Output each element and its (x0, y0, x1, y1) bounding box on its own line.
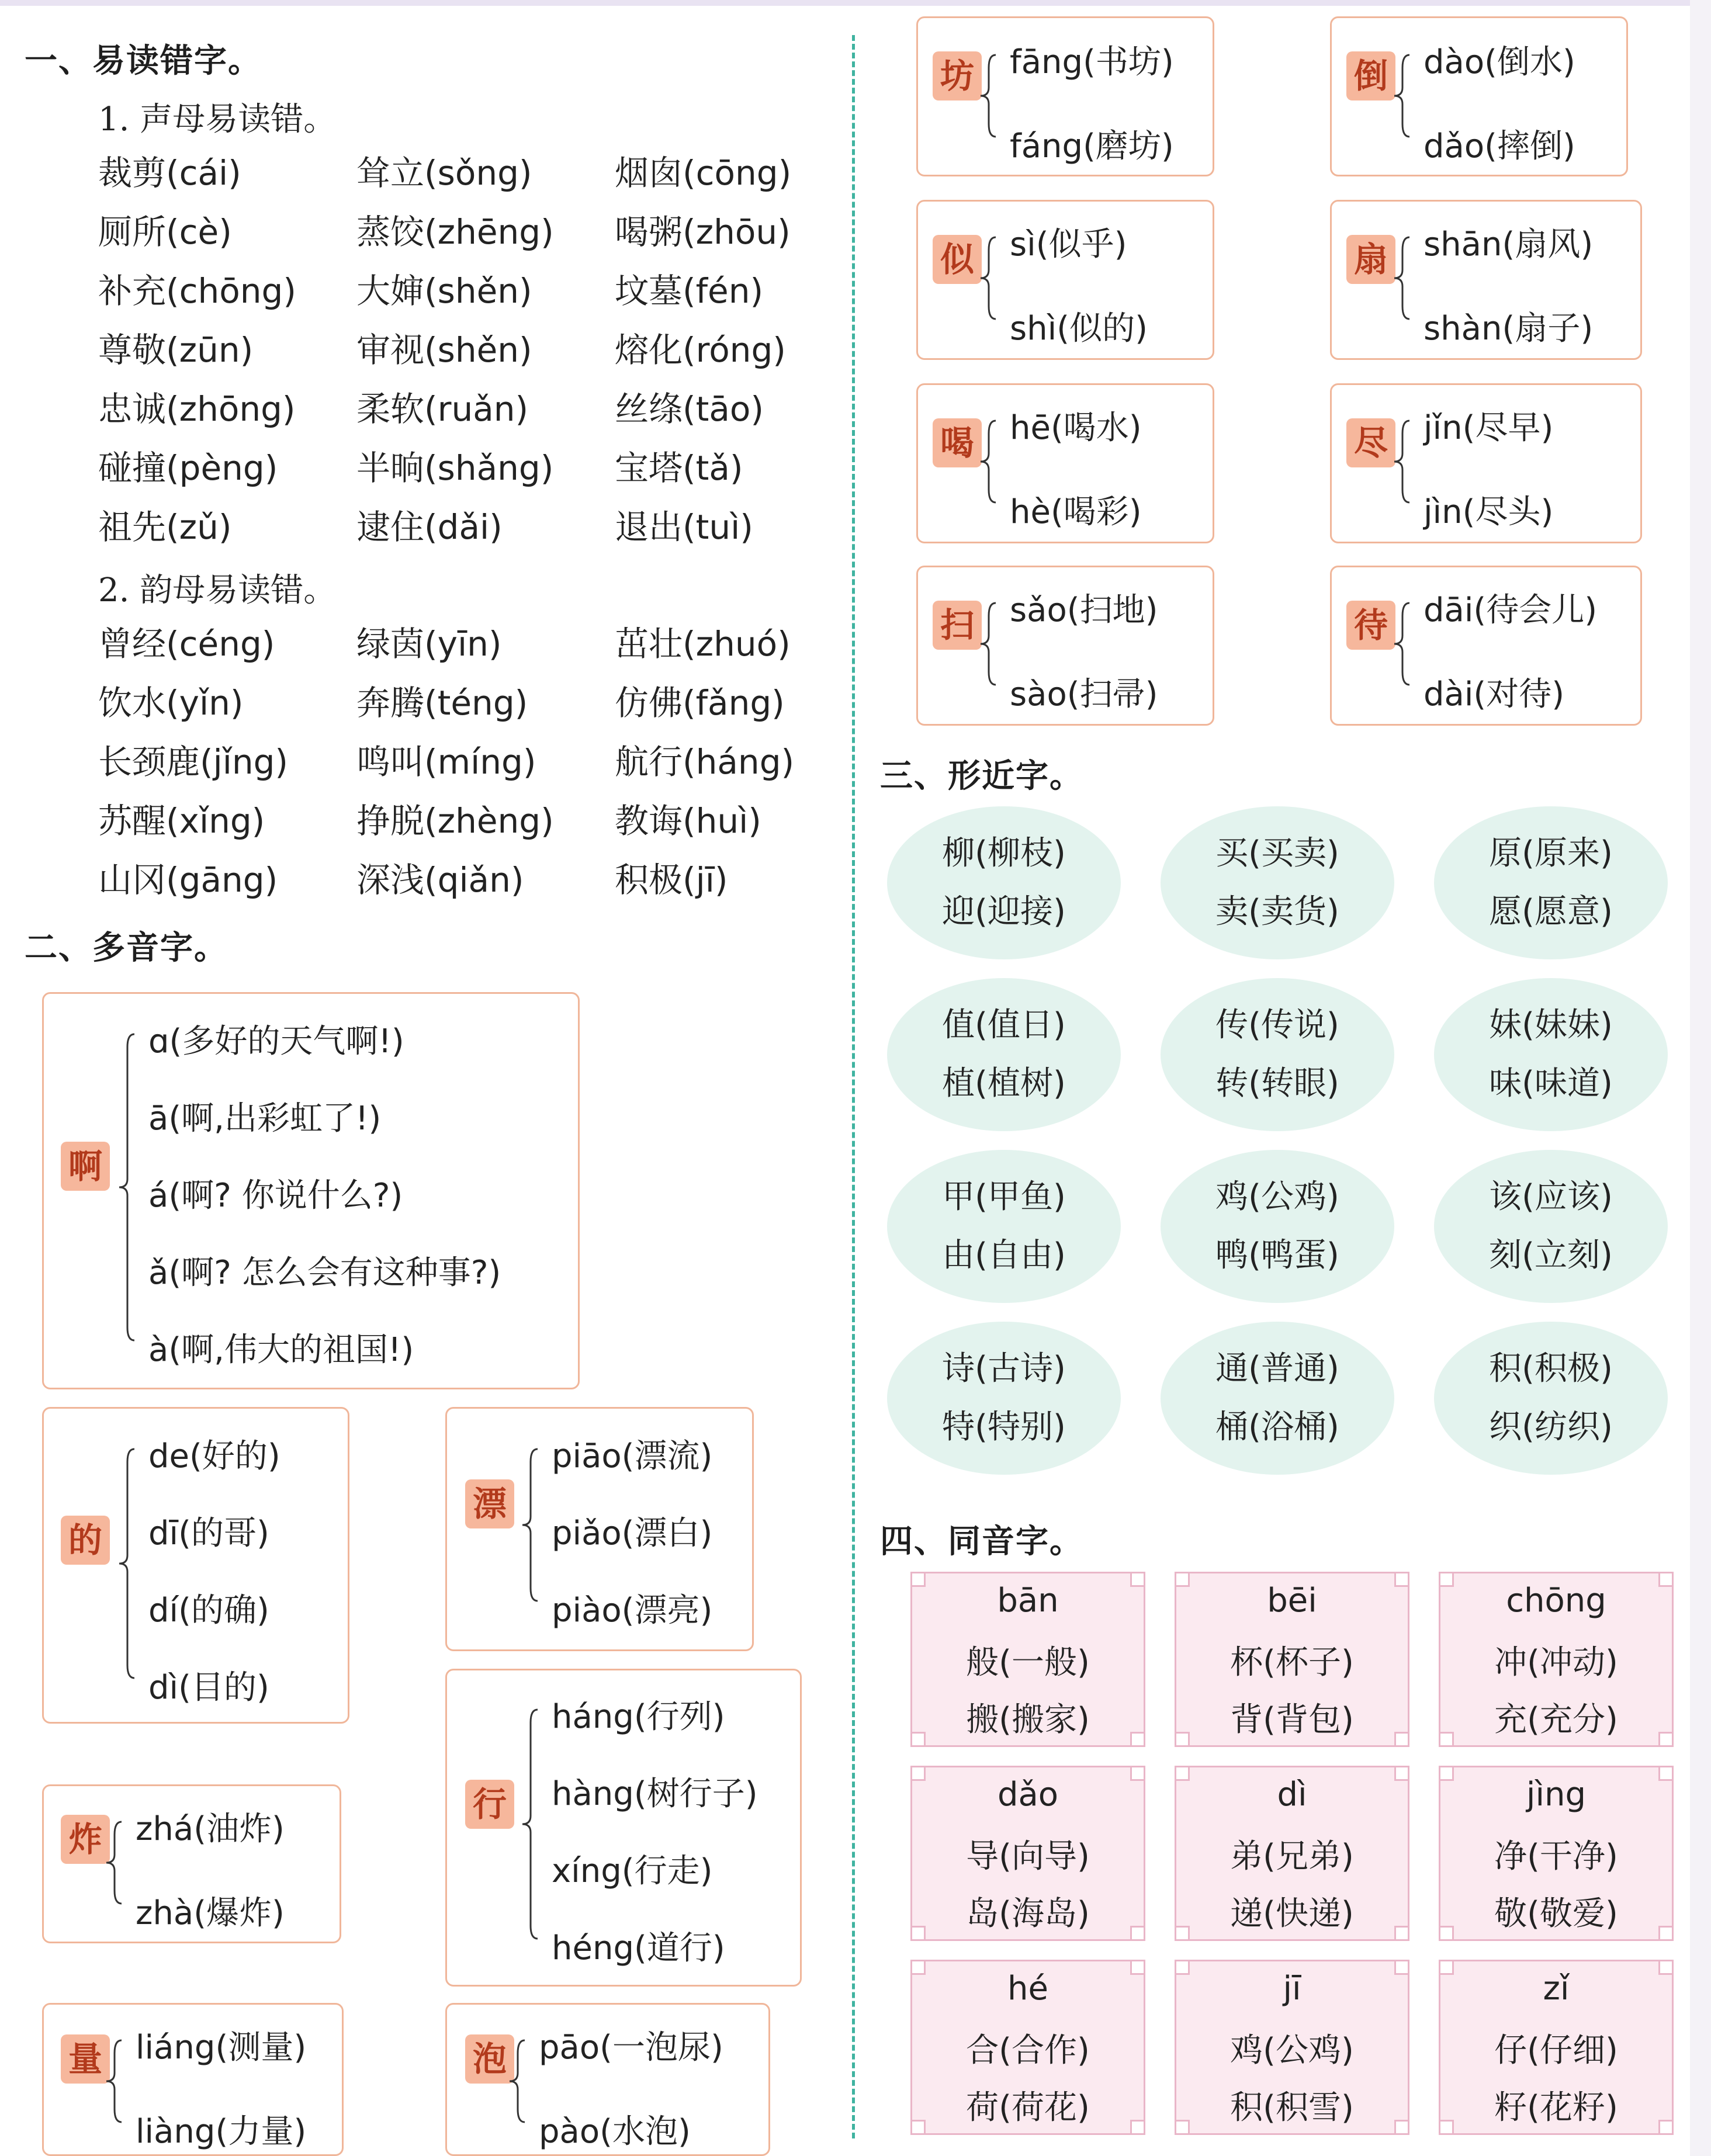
brace-icon (104, 1821, 127, 1905)
homophone-word: 充(充分) (1494, 1701, 1618, 1739)
polyphone-reading: piǎo(漂白) (552, 1514, 713, 1552)
similar-char-pair (1434, 978, 1668, 1131)
finals-grid (98, 615, 848, 910)
homophone-pinyin: zǐ (1543, 1970, 1570, 2008)
homophone-word: 背(背包) (1230, 1701, 1354, 1739)
section-heading-2: 二、多音字。 (25, 929, 228, 967)
initials-word: 坟墓(fén) (615, 271, 764, 311)
polyphone-reading: dǎo(摔倒) (1423, 127, 1575, 165)
initials-word: 裁剪(cái) (98, 153, 241, 193)
finals-word: 积极(jī) (615, 860, 728, 900)
polyphone-reading: sì(似乎) (1010, 226, 1127, 264)
initials-word: 半晌(shǎng) (356, 448, 554, 488)
similar-word: 买(买卖) (1215, 834, 1339, 872)
homophone-word: 递(快递) (1230, 1895, 1354, 1933)
initials-word: 碰撞(pèng) (98, 448, 278, 488)
similar-word: 味(味道) (1489, 1065, 1613, 1103)
similar-char-pair (887, 978, 1121, 1131)
initials-word: 喝粥(zhōu) (615, 212, 791, 252)
similar-word: 该(应该) (1489, 1178, 1613, 1216)
homophone-word: 导(向导) (966, 1838, 1090, 1876)
finals-word: 饮水(yǐn) (98, 683, 244, 723)
similar-word: 桶(浴桶) (1215, 1408, 1339, 1446)
similar-word: 转(转眼) (1215, 1065, 1339, 1103)
initials-word: 退出(tuì) (615, 507, 753, 547)
polyphone-reading: hè(喝彩) (1010, 493, 1142, 531)
initials-word: 补充(chōng) (98, 271, 296, 311)
initials-word: 柔软(ruǎn) (356, 389, 529, 429)
polyphone-char: 泡 (465, 2034, 514, 2084)
polyphone-reading: liàng(力量) (136, 2113, 307, 2151)
subheading-initials: 1. 声母易读错。 (98, 100, 337, 138)
homophone-word: 冲(冲动) (1494, 1644, 1618, 1682)
polyphone-char: 量 (61, 2034, 110, 2084)
homophone-word: 般(一般) (966, 1644, 1090, 1682)
similar-word: 鸭(鸭蛋) (1215, 1236, 1339, 1274)
similar-word: 积(积极) (1489, 1350, 1613, 1388)
homophone-word: 积(积雪) (1230, 2089, 1354, 2127)
polyphone-reading: de(好的) (148, 1437, 280, 1475)
similar-char-pair (1161, 806, 1394, 959)
polyphone-reading: ā(啊,出彩虹了!) (148, 1100, 382, 1138)
polyphone-reading: shān(扇风) (1423, 226, 1594, 264)
homophone-word: 弟(兄弟) (1230, 1838, 1354, 1876)
polyphone-reading: sào(扫帚) (1010, 675, 1158, 713)
polyphone-reading: ɑ(多好的天气啊!) (148, 1022, 404, 1060)
homophone-word: 杯(杯子) (1230, 1644, 1354, 1682)
finals-word: 山冈(gāng) (98, 860, 278, 900)
homophone-card (910, 1572, 1145, 1747)
polyphone-reading: zhá(油炸) (136, 1810, 285, 1848)
polyphone-char: 扇 (1346, 235, 1395, 284)
brace-icon (117, 1448, 140, 1679)
similar-word: 值(值日) (942, 1006, 1066, 1044)
polyphone-char: 坊 (933, 51, 982, 100)
homophone-pinyin: hé (1007, 1970, 1048, 2008)
initials-word: 烟囱(cōng) (615, 153, 792, 193)
polyphone-reading: fāng(书坊) (1010, 43, 1174, 81)
similar-word: 鸡(公鸡) (1215, 1178, 1339, 1216)
column-divider (852, 35, 855, 2138)
brace-icon (104, 2039, 127, 2123)
homophone-word: 净(干净) (1494, 1838, 1618, 1876)
polyphone-reading: piào(漂亮) (552, 1592, 713, 1630)
brace-icon (507, 2039, 531, 2123)
homophone-word: 仔(仔细) (1494, 2032, 1618, 2070)
polyphone-reading: liáng(测量) (136, 2029, 307, 2067)
subheading-finals: 2. 韵母易读错。 (98, 571, 337, 609)
homophone-card (1439, 1766, 1674, 1941)
homophone-pinyin: jī (1283, 1970, 1301, 2008)
polyphone-reading: hàng(树行子) (552, 1775, 758, 1813)
initials-word: 厕所(cè) (98, 212, 232, 252)
finals-word: 仿佛(fǎng) (615, 683, 785, 723)
similar-char-pair (887, 1150, 1121, 1303)
homophone-word: 搬(搬家) (966, 1701, 1090, 1739)
similar-word: 诗(古诗) (942, 1350, 1066, 1388)
section-heading-1: 一、易读错字。 (25, 42, 262, 80)
polyphone-reading: sǎo(扫地) (1010, 591, 1158, 629)
brace-icon (520, 1708, 543, 1940)
polyphone-reading: dāi(待会儿) (1423, 591, 1598, 629)
polyphone-char: 尽 (1346, 418, 1395, 467)
brace-icon (520, 1448, 543, 1602)
similar-word: 传(传说) (1215, 1006, 1339, 1044)
brace-icon (978, 420, 1002, 504)
polyphone-reading: á(啊? 你说什么?) (148, 1177, 403, 1215)
polyphone-char: 倒 (1346, 51, 1395, 100)
brace-icon (1392, 236, 1415, 320)
initials-word: 宝塔(tǎ) (615, 448, 743, 488)
similar-word: 卖(卖货) (1215, 893, 1339, 931)
homophone-word: 合(合作) (966, 2032, 1090, 2070)
polyphone-reading: xíng(行走) (552, 1852, 713, 1890)
similar-word: 通(普通) (1215, 1350, 1339, 1388)
polyphone-reading: hē(喝水) (1010, 409, 1142, 447)
similar-word: 原(原来) (1489, 834, 1613, 872)
polyphone-reading: piāo(漂流) (552, 1437, 713, 1475)
polyphone-reading: shì(似的) (1010, 310, 1148, 348)
initials-word: 祖先(zǔ) (98, 507, 232, 547)
initials-word: 耸立(sǒng) (356, 153, 532, 193)
finals-word: 航行(háng) (615, 742, 795, 782)
polyphone-char: 待 (1346, 601, 1395, 650)
similar-word: 愿(愿意) (1489, 893, 1613, 931)
similar-word: 妹(妹妹) (1489, 1006, 1613, 1044)
similar-word: 植(植树) (942, 1065, 1066, 1103)
similar-word: 柳(柳枝) (942, 834, 1066, 872)
polyphone-reading: zhà(爆炸) (136, 1894, 285, 1932)
similar-word: 特(特别) (942, 1408, 1066, 1446)
polyphone-reading: háng(行列) (552, 1698, 725, 1736)
homophone-card (1175, 1766, 1409, 1941)
homophone-card (1175, 1960, 1409, 2135)
similar-char-pair (1434, 1322, 1668, 1475)
similar-char-pair (1161, 1322, 1394, 1475)
polyphone-reading: pào(水泡) (539, 2113, 691, 2151)
finals-word: 奔腾(téng) (356, 683, 528, 723)
polyphone-char: 啊 (61, 1142, 110, 1191)
polyphone-reading: dài(对待) (1423, 675, 1565, 713)
page-edge (1690, 0, 1711, 2156)
homophone-card (910, 1766, 1145, 1941)
polyphone-char: 喝 (933, 418, 982, 467)
polyphone-reading: héng(道行) (552, 1929, 725, 1967)
initials-word: 忠诚(zhōng) (98, 389, 296, 429)
initials-word: 大婶(shěn) (356, 271, 532, 311)
finals-word: 苏醒(xǐng) (98, 801, 265, 841)
section-heading-3: 三、形近字。 (880, 757, 1083, 795)
polyphone-reading: shàn(扇子) (1423, 310, 1594, 348)
homophone-card (1439, 1960, 1674, 2135)
finals-word: 鸣叫(míng) (356, 742, 536, 782)
finals-word: 曾经(céng) (98, 624, 275, 664)
polyphone-char: 似 (933, 235, 982, 284)
homophone-pinyin: bēi (1267, 1582, 1317, 1620)
brace-icon (978, 236, 1002, 320)
initials-word: 审视(shěn) (356, 330, 532, 370)
polyphone-char: 炸 (61, 1815, 110, 1864)
finals-word: 深浅(qiǎn) (356, 860, 524, 900)
initials-word: 蒸饺(zhēng) (356, 212, 554, 252)
brace-icon (978, 54, 1002, 138)
similar-char-pair (1161, 978, 1394, 1131)
polyphone-reading: dī(的哥) (148, 1514, 269, 1552)
polyphone-reading: ǎ(啊? 怎么会有这种事?) (148, 1254, 501, 1292)
homophone-word: 籽(花籽) (1494, 2089, 1618, 2127)
similar-word: 甲(甲鱼) (942, 1178, 1066, 1216)
homophone-word: 岛(海岛) (966, 1895, 1090, 1933)
polyphone-reading: dào(倒水) (1423, 43, 1575, 81)
initials-word: 丝绦(tāo) (615, 389, 764, 429)
homophone-card (1439, 1572, 1674, 1747)
finals-word: 教诲(huì) (615, 801, 761, 841)
polyphone-reading: pāo(一泡尿) (539, 2029, 723, 2067)
similar-word: 由(自由) (942, 1236, 1066, 1274)
initials-word: 熔化(róng) (615, 330, 786, 370)
similar-word: 迎(迎接) (942, 893, 1066, 931)
brace-icon (117, 1033, 140, 1342)
homophone-pinyin: jìng (1526, 1776, 1587, 1814)
homophone-card (910, 1960, 1145, 2135)
homophone-pinyin: chōng (1506, 1582, 1606, 1620)
initials-word: 尊敬(zūn) (98, 330, 254, 370)
similar-char-pair (1434, 1150, 1668, 1303)
finals-word: 挣脱(zhèng) (356, 801, 554, 841)
similar-char-pair (1161, 1150, 1394, 1303)
brace-icon (1392, 420, 1415, 504)
polyphone-char: 扫 (933, 601, 982, 650)
finals-word: 绿茵(yīn) (356, 624, 502, 664)
brace-icon (978, 602, 1002, 686)
similar-char-pair (887, 1322, 1121, 1475)
polyphone-reading: dí(的确) (148, 1592, 269, 1630)
similar-char-pair (887, 806, 1121, 959)
top-strip (0, 0, 1711, 6)
homophone-pinyin: dǎo (997, 1776, 1059, 1814)
initials-word: 逮住(dǎi) (356, 507, 503, 547)
polyphone-char: 的 (61, 1516, 110, 1565)
brace-icon (1392, 54, 1415, 138)
finals-word: 长颈鹿(jǐng) (98, 742, 289, 782)
similar-char-pair (1434, 806, 1668, 959)
similar-word: 织(纺织) (1489, 1408, 1613, 1446)
polyphone-reading: jìn(尽头) (1423, 493, 1554, 531)
brace-icon (1392, 602, 1415, 686)
polyphone-reading: fáng(磨坊) (1010, 127, 1174, 165)
polyphone-reading: à(啊,伟大的祖国!) (148, 1331, 414, 1369)
polyphone-reading: jǐn(尽早) (1423, 409, 1554, 447)
similar-word: 刻(立刻) (1489, 1236, 1613, 1274)
homophone-pinyin: bān (997, 1582, 1059, 1620)
homophone-word: 敬(敬爱) (1494, 1895, 1618, 1933)
homophone-pinyin: dì (1277, 1776, 1307, 1814)
homophone-card (1175, 1572, 1409, 1747)
finals-word: 茁壮(zhuó) (615, 624, 791, 664)
polyphone-char: 漂 (465, 1479, 514, 1528)
homophone-word: 鸡(公鸡) (1230, 2032, 1354, 2070)
polyphone-reading: dì(目的) (148, 1669, 269, 1707)
homophone-word: 荷(荷花) (966, 2089, 1090, 2127)
initials-grid (98, 144, 848, 557)
polyphone-char: 行 (465, 1780, 514, 1829)
section-heading-4: 四、同音字。 (880, 1523, 1083, 1561)
